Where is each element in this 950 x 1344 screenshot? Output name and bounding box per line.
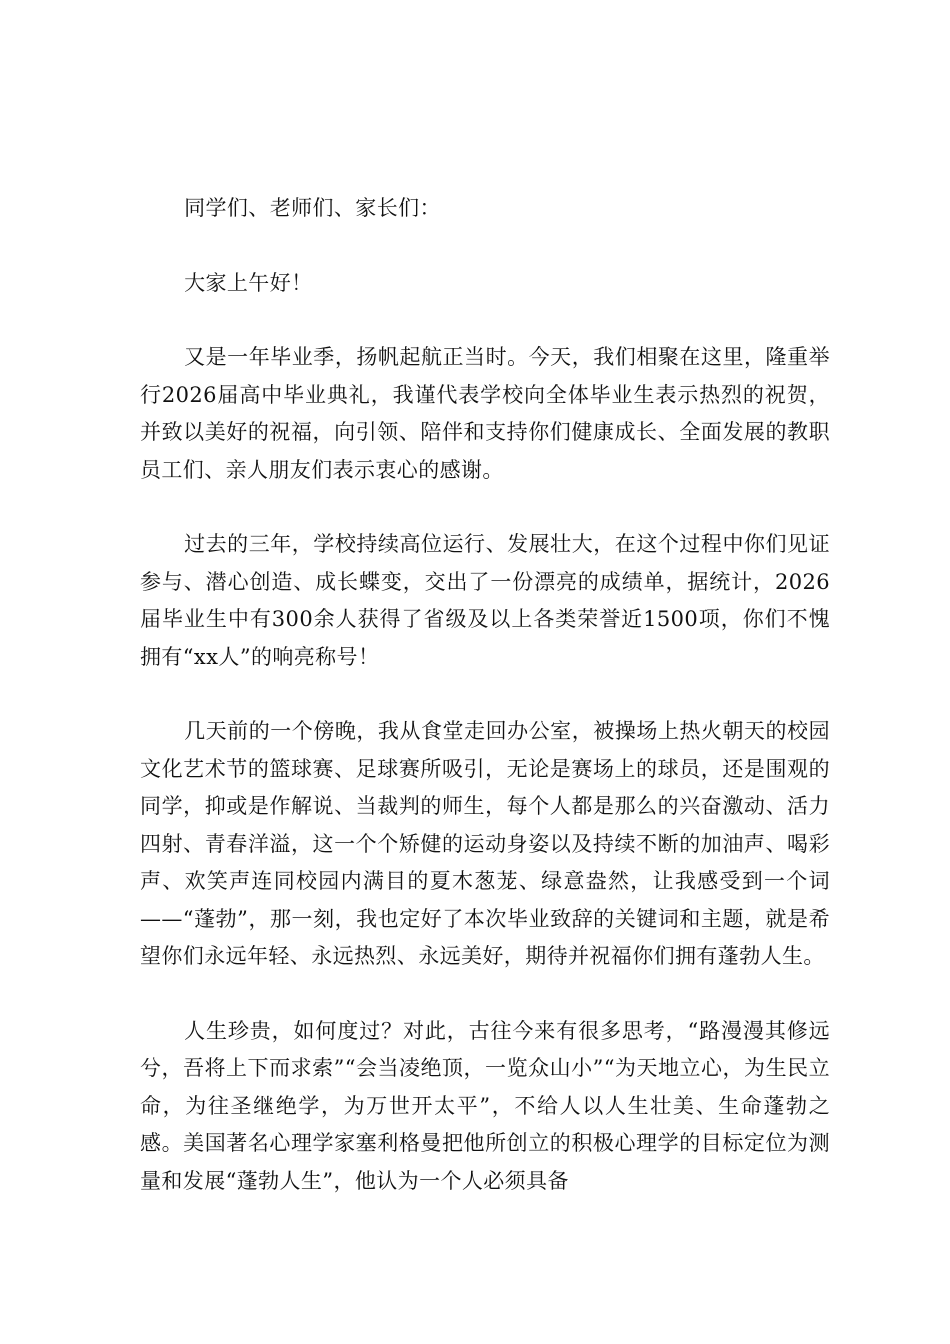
salutation: 同学们、老师们、家长们： (184, 196, 441, 220)
paragraph-opening: 又是一年毕业季，扬帆起航正当时。今天，我们相聚在这里，隆重举行2026届高中毕业典礼，我谨代表学校向全体毕业生表示热烈的祝贺，并致以美好的祝福，向引领、陪伴和支持你们健康成长、全面发展的教职员工们、亲人朋友们表示衷心的感谢。 (140, 345, 830, 482)
greeting-line: 大家上午好！ (184, 270, 313, 295)
paragraph-campus-scene: 几天前的一个傍晚，我从食堂走回办公室，被操场上热火朝天的校园文化艺术节的篮球赛、足球赛所吸引，无论是赛场上的球员，还是围观的同学，抑或是作解说、当裁判的师生，每个人都是那么的兴奋激动、活力四射、青春洋溢，这一个个矫健的运动身姿以及持续不断的加油声、喝彩声、欢笑声连同校园内满目的夏木葱茏、绿意盎然，让我感受到一个词——“蓬勃”，那一刻，我也定好了本次毕业致辞的关键词和主题，就是希望你们永远年轻、永远热烈、永远美好，期待并祝福你们拥有蓬勃人生。 (140, 719, 830, 968)
paragraph-achievements: 过去的三年，学校持续高位运行、发展壮大，在这个过程中你们见证参与、潜心创造、成长蝶变，交出了一份漂亮的成绩单，据统计，2026届毕业生中有300余人获得了省级及以上各类荣誉近1500项，你们不愧拥有“xx人”的响亮称号！ (140, 532, 830, 669)
paragraph-flourishing-life: 人生珍贵，如何度过？对此，古往今来有很多思考，“路漫漫其修远兮，吾将上下而求索”“会当凌绝顶，一览众山小”“为天地立心，为生民立命，为往圣继绝学，为万世开太平”，不给人以人生壮美、生命蓬勃之感。美国著名心理学家塞利格曼把他所创立的积极心理学的目标定位为测量和发展“蓬勃人生”，他认为一个人必须具备 (140, 1018, 830, 1193)
speech-body (140, 190, 830, 1237)
